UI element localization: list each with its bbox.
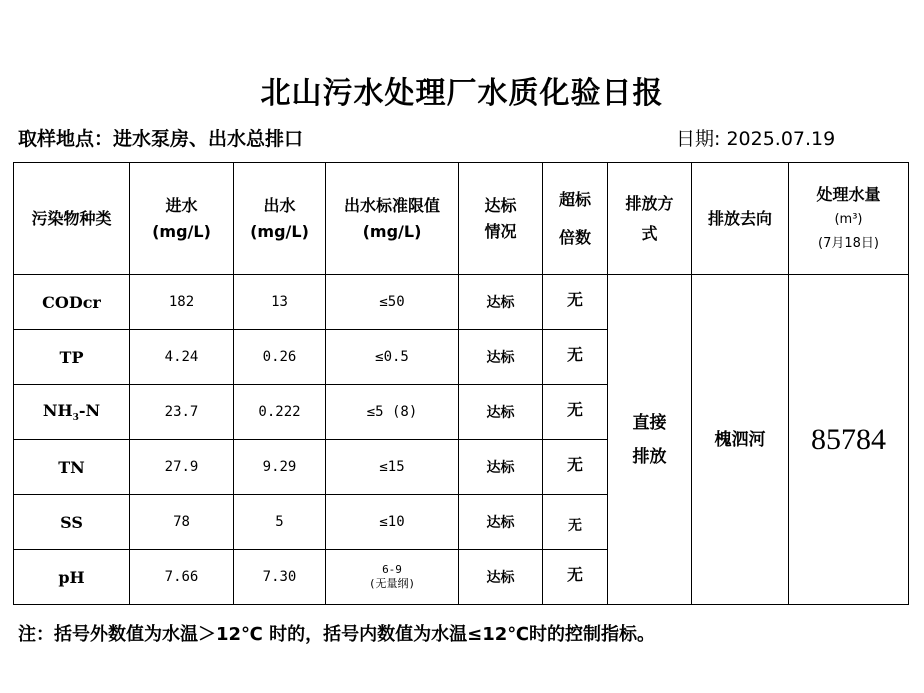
discharge-destination: 槐泗河: [692, 275, 789, 605]
header-compliance: 达标 情况: [459, 163, 543, 275]
compliance-status: 达标: [459, 275, 543, 330]
influent-value: 182: [130, 275, 234, 330]
report-title: 北山污水处理厂水质化验日报: [260, 76, 664, 111]
compliance-status: 达标: [459, 330, 543, 385]
influent-value: 23.7: [130, 385, 234, 440]
pollutant-name: TP: [14, 330, 130, 385]
discharge-method: 直接 排放: [608, 275, 692, 605]
header-exceed: 超标 倍数: [543, 163, 608, 275]
footnote: 注：括号外数值为水温＞12℃ 时的，括号内数值为水温≤12℃时的控制指标。: [18, 624, 656, 645]
header-volume: 处理水量 (m³) (7月18日): [789, 163, 909, 275]
exceed-times: 无: [543, 385, 608, 440]
effluent-value: 5: [234, 495, 326, 550]
water-quality-table: [13, 162, 909, 605]
treated-volume: 85784: [789, 275, 909, 605]
effluent-value: 0.222: [234, 385, 326, 440]
influent-value: 7.66: [130, 550, 234, 605]
compliance-status: 达标: [459, 385, 543, 440]
pollutant-name: pH: [14, 550, 130, 605]
limit-value: ≤50: [326, 275, 459, 330]
exceed-times: 无: [543, 550, 608, 605]
pollutant-name: SS: [14, 495, 130, 550]
effluent-value: 9.29: [234, 440, 326, 495]
influent-value: 78: [130, 495, 234, 550]
compliance-status: 达标: [459, 495, 543, 550]
table-header-row: [14, 163, 909, 275]
header-method: 排放方 式: [608, 163, 692, 275]
header-pollutant: 污染物种类: [14, 163, 130, 275]
header-influent: 进水 (mg/L): [130, 163, 234, 275]
exceed-times: 无: [543, 275, 608, 330]
effluent-value: 13: [234, 275, 326, 330]
pollutant-name: $NH_3-N$: [14, 385, 130, 440]
influent-value: 27.9: [130, 440, 234, 495]
effluent-value: 7.30: [234, 550, 326, 605]
limit-value: ≤0.5: [326, 330, 459, 385]
header-effluent: 出水 (mg/L): [234, 163, 326, 275]
limit-note: (无量纲): [368, 577, 416, 590]
limit-value: ≤10: [326, 495, 459, 550]
header-limit: 出水标准限值 (mg/L): [326, 163, 459, 275]
table-row: [14, 275, 909, 330]
exceed-times: 无: [543, 495, 608, 550]
influent-value: 4.24: [130, 330, 234, 385]
sampling-location: 取样地点：进水泵房、出水总排口: [18, 128, 304, 150]
compliance-status: 达标: [459, 550, 543, 605]
compliance-status: 达标: [459, 440, 543, 495]
limit-value: 6-9 (无量纲): [326, 550, 459, 605]
header-destination: 排放去向: [692, 163, 789, 275]
effluent-value: 0.26: [234, 330, 326, 385]
exceed-times: 无: [543, 330, 608, 385]
pollutant-name: CODcr: [14, 275, 130, 330]
limit-value: ≤15: [326, 440, 459, 495]
pollutant-name: TN: [14, 440, 130, 495]
limit-value: ≤5 (8): [326, 385, 459, 440]
report-date: 日期: 2025.07.19: [676, 128, 836, 150]
exceed-times: 无: [543, 440, 608, 495]
